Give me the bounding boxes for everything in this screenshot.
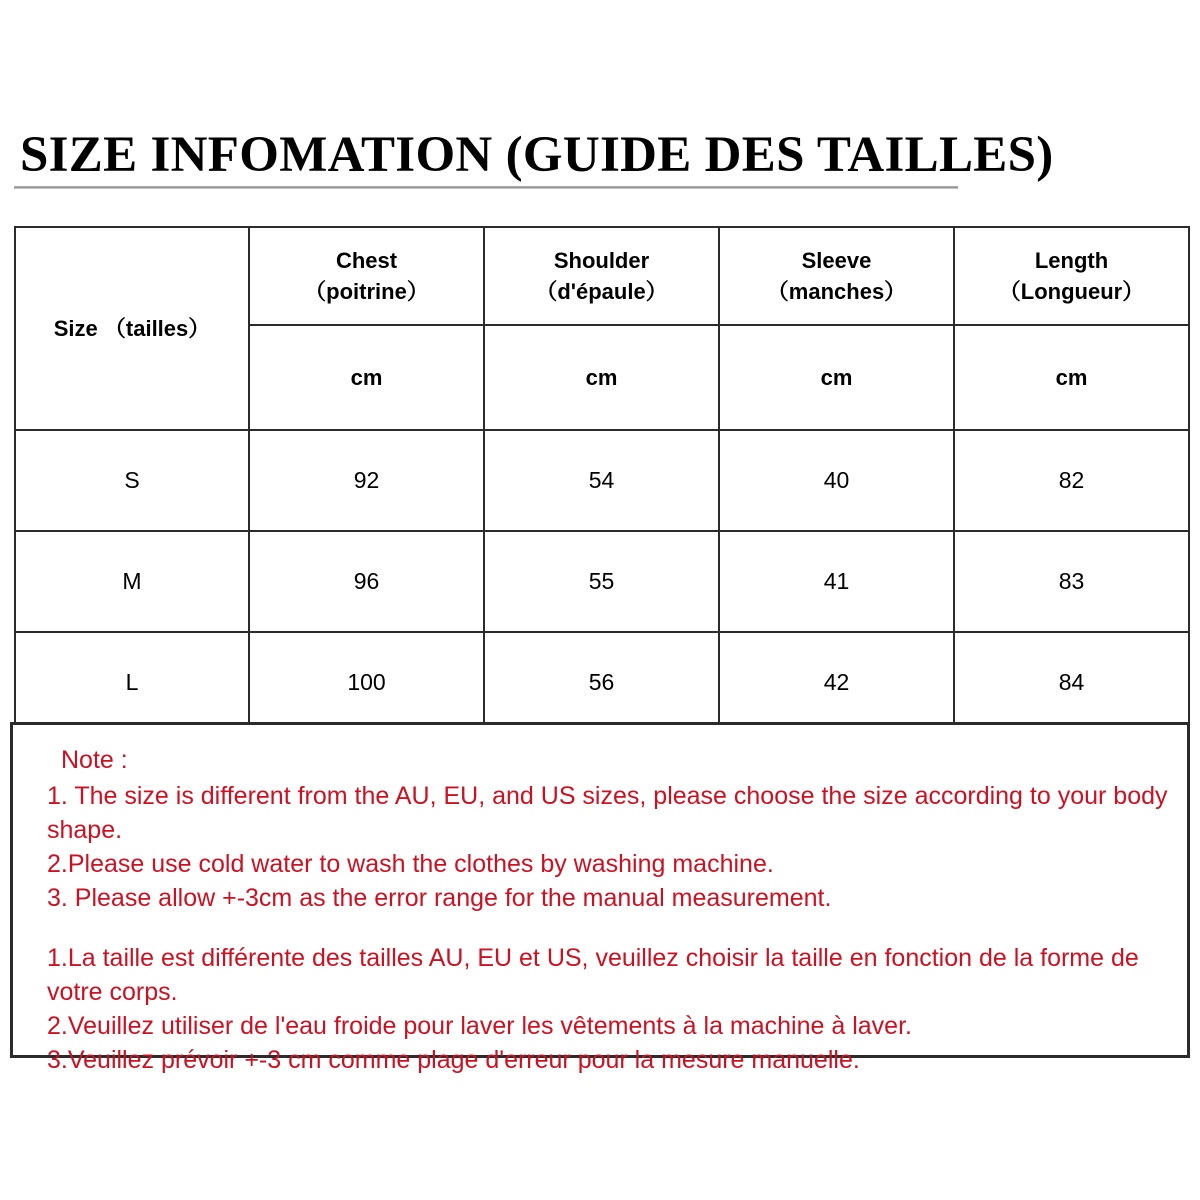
notes-spacer	[47, 915, 1171, 941]
note-french-1: 1.La taille est différente des tailles AU, EU et US, veuillez choisir la taille en fonction de la forme de votre corps.	[47, 944, 1139, 1006]
unit-cell-shoulder: cm	[484, 325, 719, 430]
header-size-line1: Size	[53, 316, 98, 341]
table-header-row-names	[15, 227, 1189, 325]
cell-size: M	[15, 531, 249, 632]
table-row	[15, 531, 1189, 632]
note-english-2: 2.Please use cold water to wash the clothes by washing machine.	[47, 850, 774, 878]
unit-cell-chest: cm	[249, 325, 484, 430]
note-french-3: 3.Veuillez prévoir +-3 cm comme plage d'erreur pour la mesure manuelle.	[47, 1046, 860, 1074]
header-length-line1: Length	[1034, 248, 1109, 273]
header-chest-line2: （poitrine）	[304, 279, 429, 304]
cell-shoulder: 56	[484, 632, 719, 733]
table-row	[15, 632, 1189, 733]
header-sleeve-line2: （manches）	[766, 279, 907, 304]
cell-shoulder: 54	[484, 430, 719, 531]
note-english-1: 1. The size is different from the AU, EU, and US sizes, please choose the size according to your body shape.	[47, 782, 1168, 844]
header-cell-sleeve	[719, 227, 954, 325]
header-cell-shoulder	[484, 227, 719, 325]
title-divider	[14, 186, 958, 189]
unit-cell-length: cm	[954, 325, 1189, 430]
note-english-3: 3. Please allow +-3cm as the error range for the manual measurement.	[47, 884, 832, 912]
cell-size: S	[15, 430, 249, 531]
table-row	[15, 430, 1189, 531]
cell-length: 82	[954, 430, 1189, 531]
header-shoulder-line2: （d'épaule）	[535, 279, 668, 304]
header-size-line2: （tailles）	[103, 316, 211, 341]
cell-chest: 100	[249, 632, 484, 733]
unit-cell-sleeve: cm	[719, 325, 954, 430]
header-cell-chest	[249, 227, 484, 325]
notes-box	[10, 722, 1190, 1074]
cell-sleeve: 41	[719, 531, 954, 632]
header-length-line2: （Longueur）	[998, 279, 1145, 304]
note-french-2: 2.Veuillez utiliser de l'eau froide pour laver les vêtements à la machine à laver.	[47, 1012, 912, 1040]
header-cell-size	[15, 227, 249, 430]
cell-length: 83	[954, 531, 1189, 632]
header-sleeve-line1: Sleeve	[801, 248, 872, 273]
cell-shoulder: 55	[484, 531, 719, 632]
page-title: SIZE INFOMATION (GUIDE DES TAILLES)	[20, 127, 1054, 183]
header-chest-line1: Chest	[335, 248, 398, 273]
cell-chest: 92	[249, 430, 484, 531]
cell-chest: 96	[249, 531, 484, 632]
cell-sleeve: 42	[719, 632, 954, 733]
header-cell-length	[954, 227, 1189, 325]
size-information-table	[14, 226, 1190, 734]
cell-sleeve: 40	[719, 430, 954, 531]
cell-length: 84	[954, 632, 1189, 733]
notes-heading: Note :	[61, 746, 128, 774]
header-shoulder-line1: Shoulder	[553, 248, 650, 273]
cell-size: L	[15, 632, 249, 733]
